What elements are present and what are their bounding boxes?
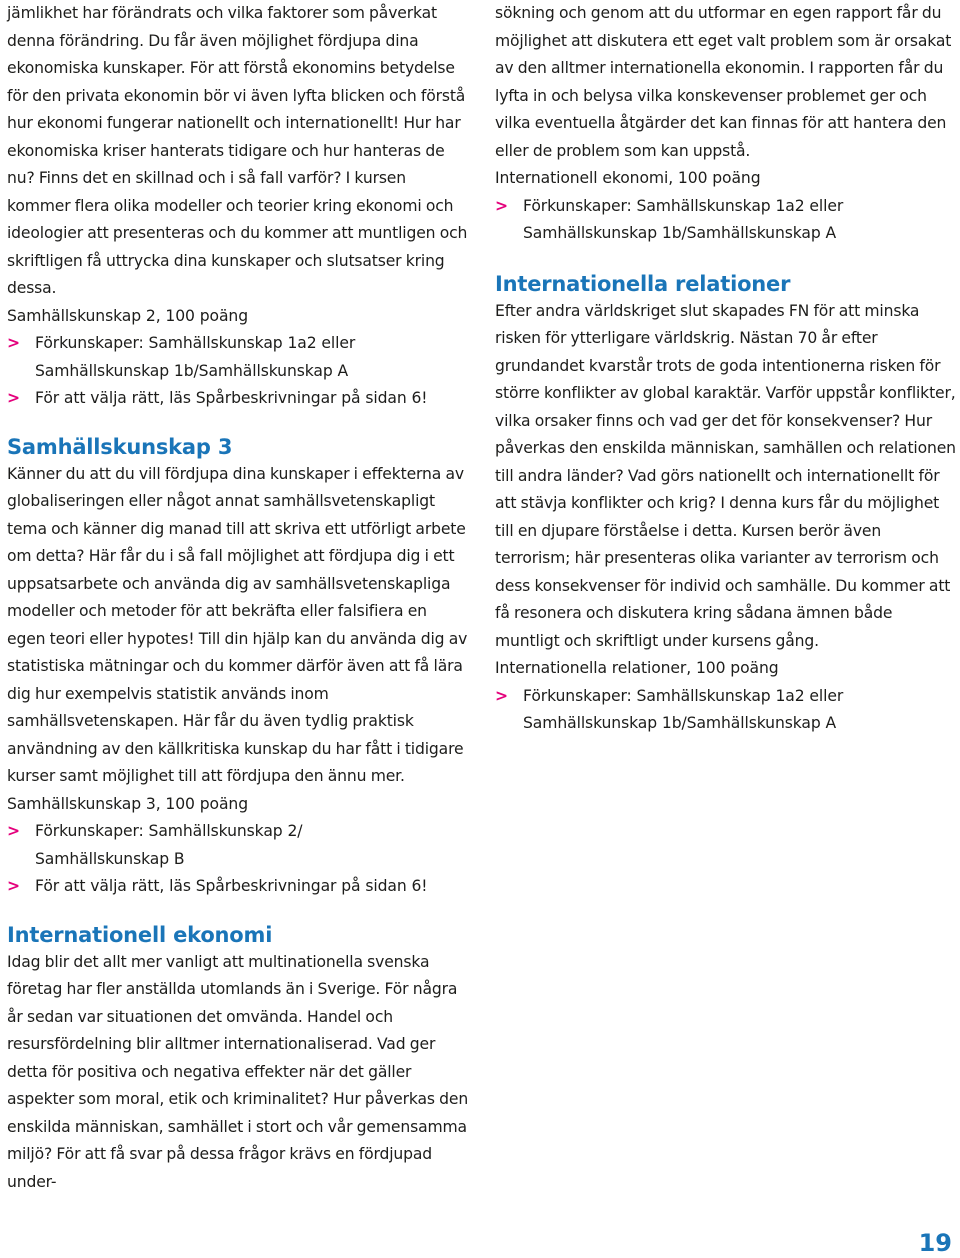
- prerequisite-line-1: Förkunskaper: Samhällskunskap 2/: [35, 822, 303, 840]
- section-heading-internationella-relationer: Internationella relationer: [495, 271, 791, 296]
- track-info-text: För att välja rätt, läs Spårbeskrivningar på sidan 6!: [35, 389, 428, 407]
- bullet-arrow-icon: >: [7, 334, 20, 352]
- track-info-bullet: [7, 385, 469, 413]
- section-paragraph-internationell-ekonomi: Idag blir det allt mer vanligt att multinationella svenska företag har fler anställda utomlands än i Sverige. För några år sedan var situationen det omvända. Handel och resursfördelning blir alltmer internationaliserad. Vad ger detta för positiva och negativa effekter när det gäller aspekter som moral, etik och kriminalitet? Hur påverkas den enskilda människan, samhället i stort och vår gemensamma miljö? För att få svar på dessa frågor krävs en fördjupad under-: [7, 952, 469, 1191]
- section-paragraph-internationella-relationer: Efter andra världskriget slut skapades FN för att minska risken för ytterligare världskrig. Nästan 70 år efter grundandet kvarstår trots de goda intentionerna risken för större konflikter av global karaktär. Varför uppstår konflikter, vilka orsaker finns och vad ger det för konsekvenser? Hur påverkas den enskilda människan, samhällen och relationen till andra länder? Vad görs nationellt och internationellt för att stävja konflikter och krig? I denna kurs får du möjlighet till en djupare förståelse i detta. Kursen berör även terrorism; här presenteras olika varianter av terrorism och dess konsekvenser för individ och samhälle. Du kommer att få resonera och diskutera kring sådana ämnen både muntligt och skriftligt under kursens gång.: [495, 301, 956, 650]
- prerequisite-bullet: [7, 818, 469, 873]
- course-label-samhallskunskap-3: Samhällskunskap 3, 100 poäng: [7, 794, 249, 813]
- prerequisite-line-1: Förkunskaper: Samhällskunskap 1a2 eller: [523, 196, 844, 215]
- section-paragraph-samhallskunskap-3: Känner du att du vill fördjupa dina kunskaper i effekterna av globaliseringen eller något annat samhällsvetenskapligt tema och känner dig manad till att skriva ett utförligt arbete om detta? Här får du i så fall möjlighet att fördjupa dig i ett uppsatsarbete och använda dig av samhällsvetenskapliga modeller och metoder för att bekräfta eller falsifiera en egen teori eller hypotes! Till din hjälp kan du använda dig av statistiska mätningar och du kommer därför även att få lära dig hur exempelvis statistik används inom samhällsvetenskapen. Här får du även tydlig praktisk användning av den källkritiska kunskap du har fått i tidigare kurser samt möjlighet till att fördjupa den ännu mer.: [7, 464, 468, 785]
- prerequisite-bullet: [495, 683, 957, 738]
- course-label-internationella-relationer: Internationella relationer, 100 poäng: [495, 659, 779, 677]
- prerequisite-line-1: Förkunskaper: Samhällskunskap 1a2 eller: [35, 334, 356, 352]
- prerequisite-bullet: [495, 193, 957, 248]
- section-heading-internationell-ekonomi: Internationell ekonomi: [7, 922, 273, 947]
- bullet-arrow-icon: >: [7, 822, 20, 840]
- continued-paragraph: sökning och genom att du utformar en egen rapport får du möjlighet att diskutera ett eget valt problem som är orsakat av den alltmer internationella ekonomin. I rapporten får du lyfta in och belysa vilka konskevenser problemet ger och vilka eventuella åtgärder det kan finnas för att hantera den eller de problem som kan uppstå.: [495, 4, 952, 160]
- bullet-arrow-icon: >: [495, 686, 508, 705]
- bullet-arrow-icon: >: [7, 389, 20, 407]
- track-info-text: För att välja rätt, läs Spårbeskrivningar på sidan 6!: [35, 877, 428, 895]
- course-label-samhallskunskap-2: Samhällskunskap 2, 100 poäng: [7, 306, 249, 325]
- left-column: [7, 0, 469, 1196]
- course-label-internationell-ekonomi: Internationell ekonomi, 100 poäng: [495, 169, 761, 187]
- bullet-arrow-icon: >: [7, 877, 20, 895]
- prerequisite-line-2: Samhällskunskap 1b/Samhällskunskap A: [523, 224, 837, 242]
- right-column: [495, 0, 957, 738]
- prerequisite-line-2: Samhällskunskap 1b/Samhällskunskap A: [35, 361, 349, 380]
- prerequisite-line-2: Samhällskunskap B: [35, 849, 185, 868]
- prerequisite-line-1: Förkunskaper: Samhällskunskap 1a2 eller: [523, 686, 844, 705]
- track-info-bullet: [7, 873, 469, 901]
- section-heading-samhallskunskap-3: Samhällskunskap 3: [7, 434, 233, 459]
- prerequisite-bullet: [7, 330, 469, 385]
- intro-paragraph: jämlikhet har förändrats och vilka faktorer som påverkat denna förändring. Du får även möjlighet fördjupa dina ekonomiska kunskaper. För att förstå ekonomins betydelse för den privata ekonomin bör vi även lyfta blicken och förstå hur ekonomi fungerar nationellt och internationellt! Hur har ekonomiska kriser hanterats tidigare och hur hanteras de nu? Finns det en skillnad och i så fall varför? I kursen kommer flera olika modeller och teorier kring ekonomi och ideologier att presenteras och du kommer att muntligen och skriftligen få uttrycka dina kunskaper och slutsatser kring dessa.: [7, 4, 468, 297]
- bullet-arrow-icon: >: [495, 196, 508, 215]
- prerequisite-line-2: Samhällskunskap 1b/Samhällskunskap A: [523, 714, 837, 732]
- page-number: 19: [918, 1229, 952, 1257]
